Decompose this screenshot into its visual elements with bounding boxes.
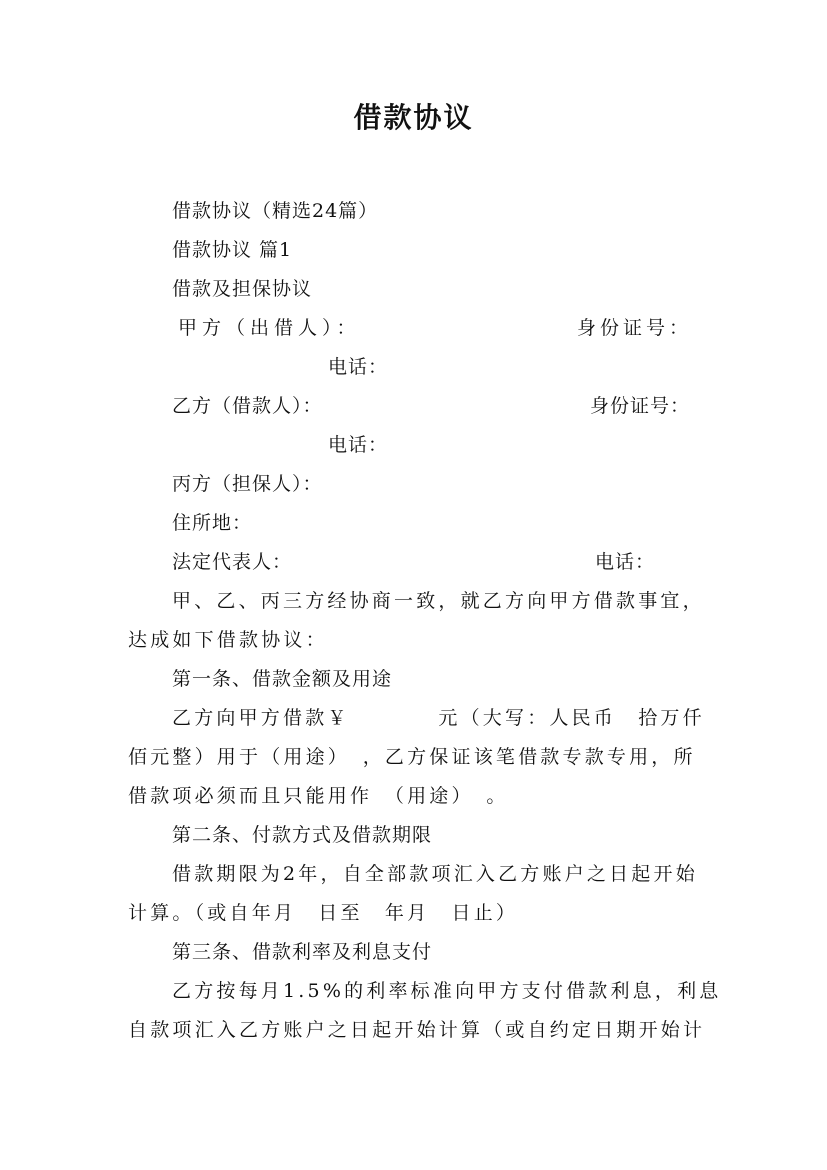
article-1-line-3: 借款项必须而且只能用作 （用途） 。 <box>128 785 509 807</box>
party-b-phone-label: 电话： <box>328 434 389 456</box>
party-a-label: 甲方（出借人）： <box>178 317 361 339</box>
article-3-heading: 第三条、借款利率及利息支付 <box>172 941 433 963</box>
document-title: 借款协议 <box>353 101 474 134</box>
party-c-label: 丙方（担保人）： <box>172 473 323 495</box>
address-label: 住所地： <box>172 512 253 534</box>
intro-paragraph-line-2: 达成如下借款协议： <box>128 629 328 651</box>
article-2-line-2: 计算。（或自年月 日至 年月 日止） <box>128 902 519 924</box>
party-a-phone-label: 电话： <box>328 356 389 378</box>
article-3-line-1: 乙方按每月1.5%的利率标准向甲方支付借款利息，利息 <box>172 980 722 1002</box>
subtitle-line: 借款协议（精选24篇） <box>172 200 379 222</box>
article-1-line-2: 佰元整）用于（用途） ，乙方保证该笔借款专款专用，所 <box>128 746 696 768</box>
chapter-line: 借款协议 篇1 <box>172 239 293 261</box>
article-3-line-2: 自款项汇入乙方账户之日起开始计算（或自约定日期开始计 <box>128 1019 706 1041</box>
party-b-id-label: 身份证号： <box>590 395 691 417</box>
legal-rep-label: 法定代表人： <box>172 551 293 573</box>
legal-rep-phone-label: 电话： <box>595 551 656 573</box>
agreement-name-line: 借款及担保协议 <box>172 278 313 300</box>
intro-paragraph-line-1: 甲、乙、丙三方经协商一致，就乙方向甲方借款事宜， <box>172 590 705 612</box>
article-1-heading: 第一条、借款金额及用途 <box>172 668 393 690</box>
party-b-label: 乙方（借款人）： <box>172 395 323 417</box>
article-1-line-1: 乙方向甲方借款￥ 元（大写：人民币 拾万仟 <box>172 707 705 729</box>
article-2-heading: 第二条、付款方式及借款期限 <box>172 824 433 846</box>
article-2-line-1: 借款期限为2年，自全部款项汇入乙方账户之日起开始 <box>172 863 698 885</box>
party-a-id-label: 身份证号： <box>577 317 693 339</box>
